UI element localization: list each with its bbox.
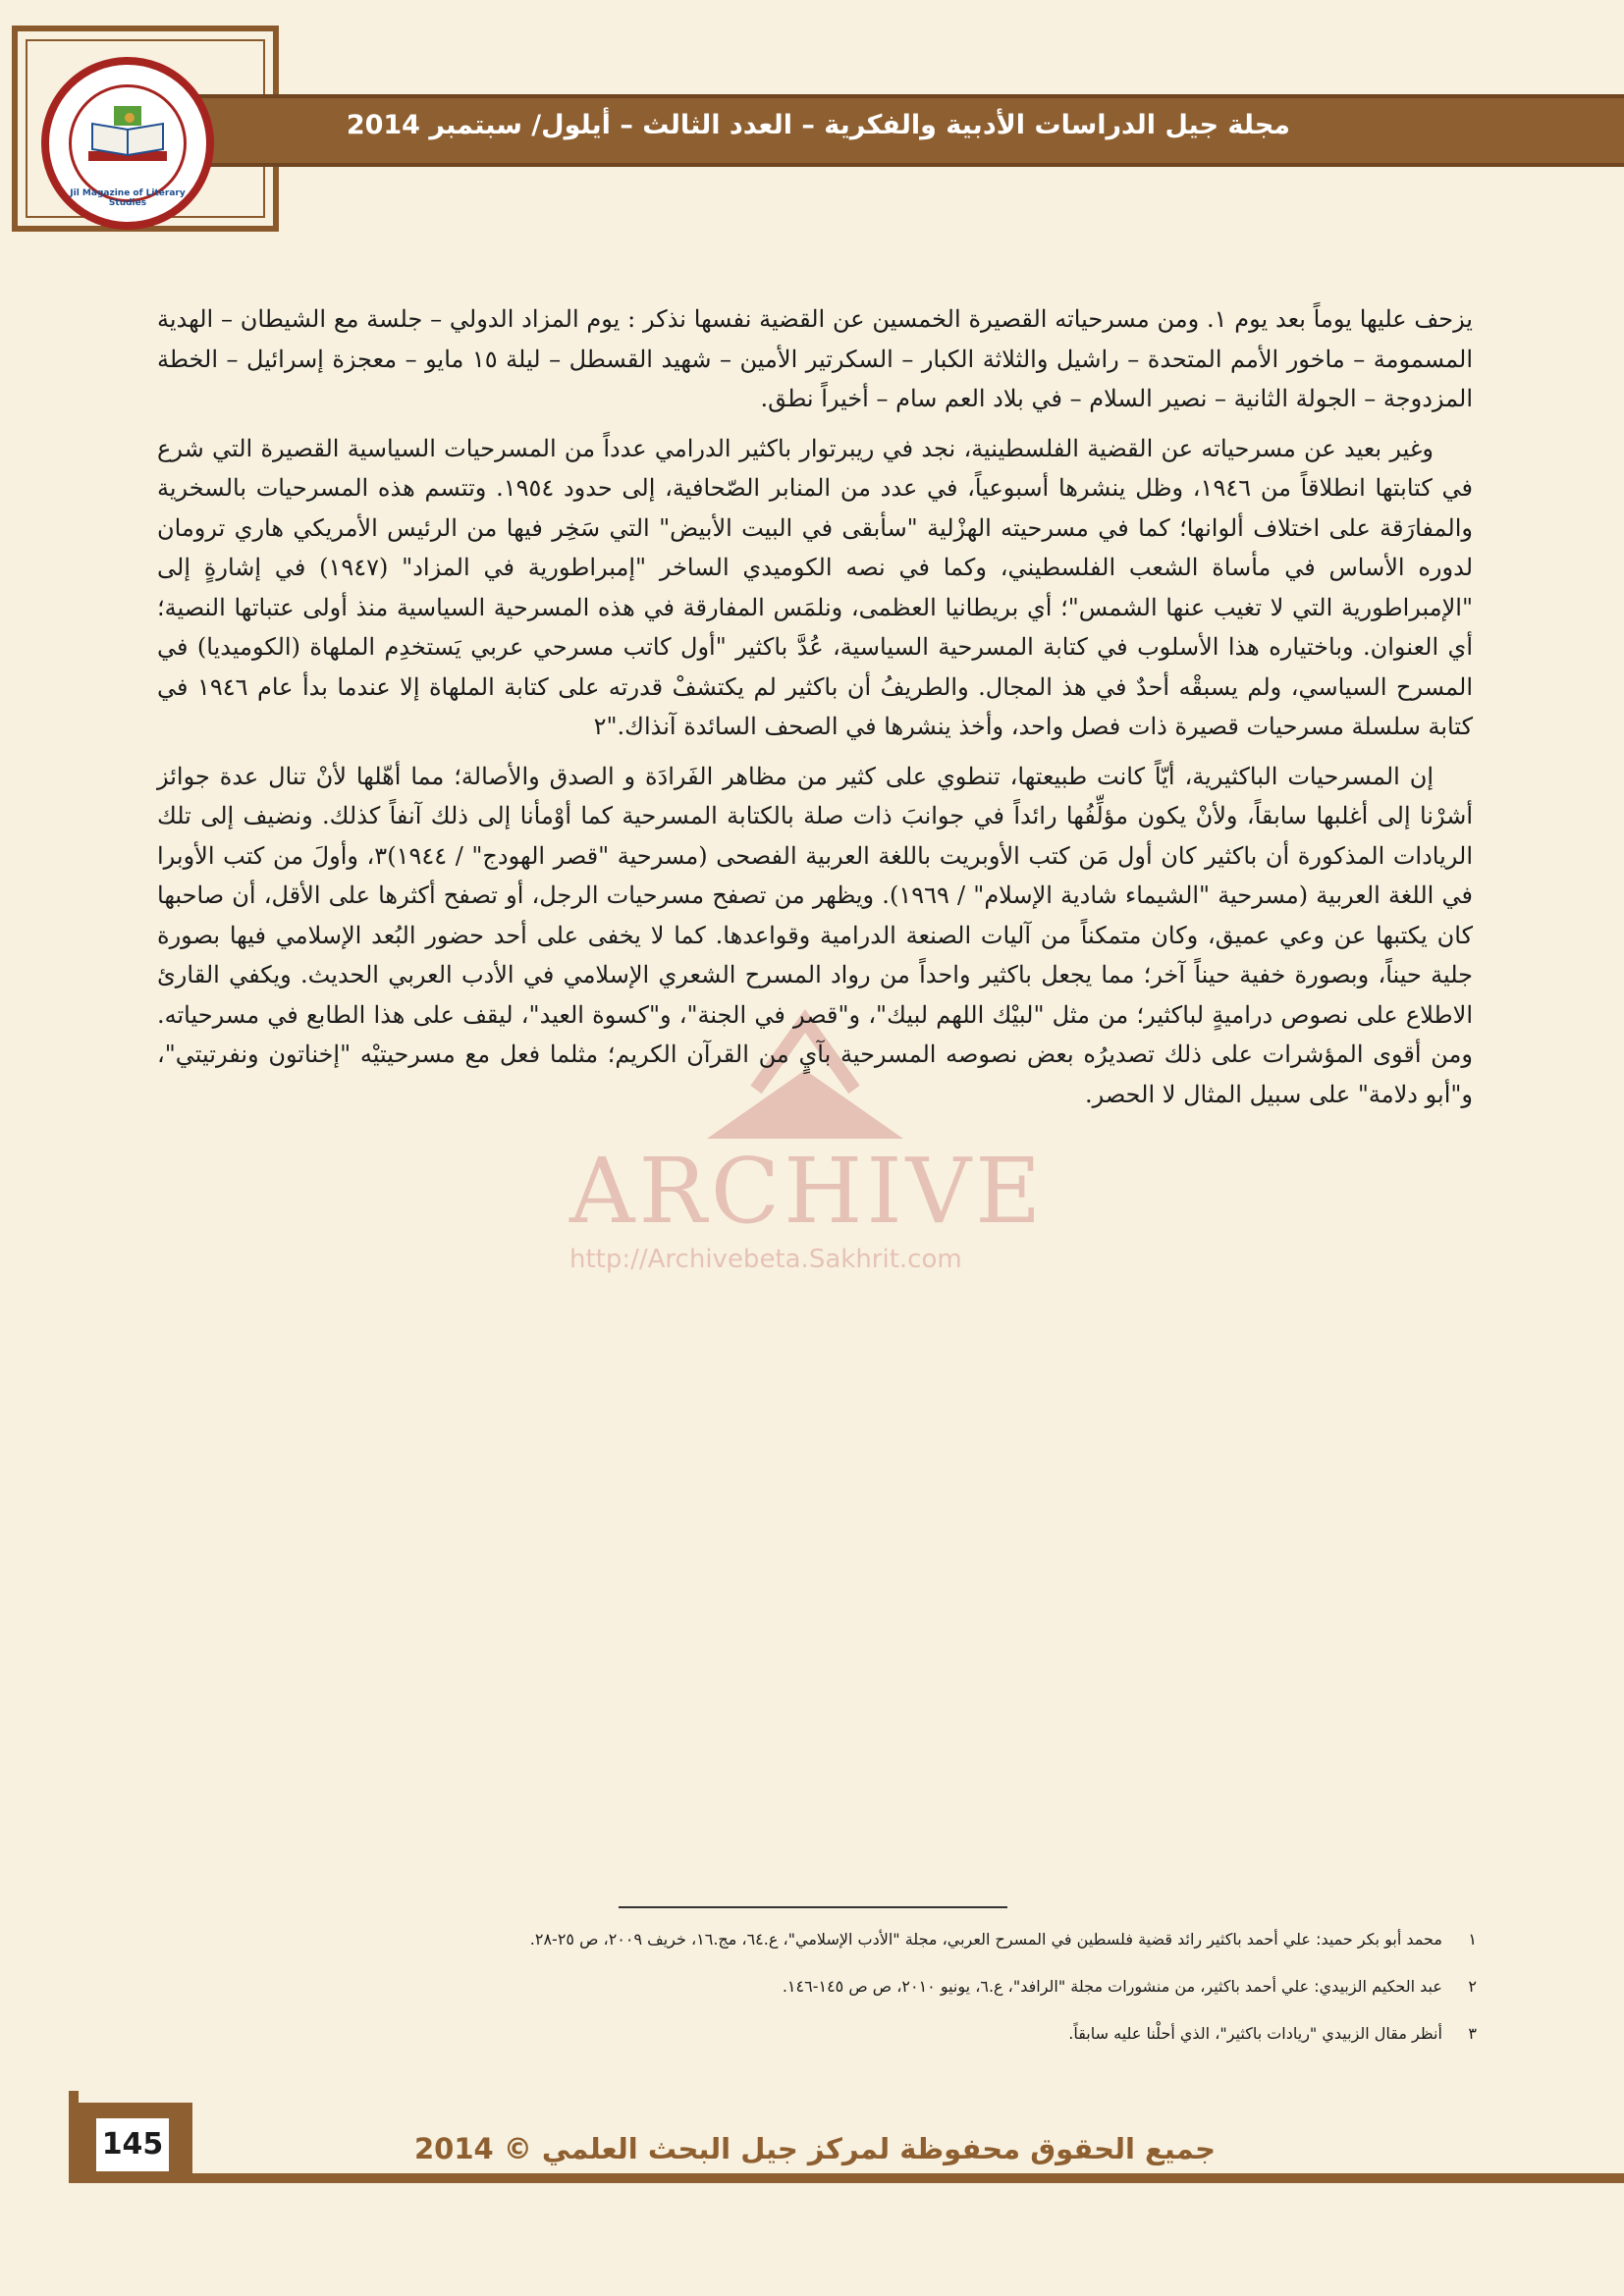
footnotes: [200, 1929, 1477, 2070]
footnote-number: ٣: [1468, 2024, 1477, 2043]
paragraph: يزحف عليها يوماً بعد يوم ١. ومن مسرحياته القصيرة الخمسين عن القضية نفسها نذكر : يوم المزاد الدولي – جلسة مع الشيطان – الهدية المسمومة – ماخور الأمم المتحدة – راشيل والثلاثة الكبار – السكرتير الأمين – شهيد القسطل – ليلة ١٥ مايو – معجزة إسرائيل – الخطة المزدوجة – الجولة الثانية – نصير السلام – في بلاد العم سام – أخيراً نطق.: [157, 305, 1474, 412]
book-icon: [86, 104, 169, 173]
footnote-separator: [619, 1906, 1007, 1908]
footnote-text: عبد الحكيم الزبيدي: علي أحمد باكثير، من منشورات مجلة "الرافد"، ع.٦، يونيو ٢٠١٠، ص ص ١٤٥-١٤٦.: [782, 1977, 1442, 1996]
footer-rule: [69, 2173, 1624, 2183]
paragraph: إن المسرحيات الباكثيرية، أيّاً كانت طبيعتها، تنطوي على كثير من مظاهر الفَرادَة و الصدق والأصالة؛ مما أهّلها لأنْ تنال عدة جوائز أشرْنا إلى أغلبها سابقاً، ولأنْ يكون مؤلِّفُها رائداً في جوانبَ ذات صلة بالكتابة المسرحية كما أوْمأنا إلى ذلك آنفاً كذلك. ونضيف إلى تلك الريادات المذكورة أن باكثير كان أول مَن كتب الأوبريت باللغة العربية الفصحى (مسرحية "قصر الهودج" / ١٩٤٤)٣، وأولَ من كتب الأوبرا في اللغة العربية (مسرحية "الشيماء شادية الإسلام" / ١٩٦٩). ويظهر من تصفح مسرحيات الرجل، أو تصفح أكثرها على الأقل، أن صاحبها كان يكتبها عن وعي عميق، وكان متمكناً من آليات الصنعة الدرامية وقواعدها. كما لا يخفى على أحد حضور البُعد الإسلامي فيها بصورة جلية حيناً، وبصورة خفية حيناً آخر؛ مما يجعل باكثير واحداً من رواد المسرح الشعري الإسلامي في الأدب العربي الحديث. ويكفي القارئ الاطلاع على نصوص دراميةٍ لباكثير؛ من مثل "لبيْك اللهم لبيك"، و"قصر في الجنة"، و"كسوة العيد"، ليقف على هذا الطابع في مسرحياته. ومن أقوى المؤشرات على ذلك تصديرُه بعض نصوصه المسرحية بآيٍ من القرآن الكريم؛ مثلما فعل مع مسرحيتيْه "إخناتون ونفرتيتي"، و"أبو دلامة" على سبيل المثال لا الحصر.: [157, 762, 1473, 1108]
article-body: [157, 299, 1473, 1124]
footnote: [200, 1976, 1477, 1998]
footnote-number: ١: [1468, 1930, 1477, 1949]
footnote-text: أنظر مقال الزبيدي "ريادات باكثير"، الذي أحلْنا عليه سابقاً.: [1068, 2024, 1442, 2043]
footnote: [200, 2023, 1477, 2045]
journal-logo: [41, 57, 214, 230]
copyright-notice: جميع الحقوق محفوظة لمركز جيل البحث العلمي © 2014: [414, 2132, 1216, 2165]
journal-title: مجلة جيل الدراسات الأدبية والفكرية – العدد الثالث – أيلول/ سبتمبر 2014: [346, 110, 1290, 140]
page-number-box: [69, 2103, 192, 2181]
footnote-text: محمد أبو بكر حميد: علي أحمد باكثير رائد قضية فلسطين في المسرح العربي، مجلة "الأدب الإسلامي"، ع.٦٤، مج.١٦، خريف ٢٠٠٩، ص ٢٥-٢٨.: [529, 1930, 1442, 1949]
header-band: [157, 94, 1624, 167]
watermark-url: http://Archivebeta.Sakhrit.com: [569, 1245, 962, 1274]
watermark-text: ARCHIVE: [569, 1139, 1046, 1244]
page-number: 145: [94, 2116, 171, 2173]
logo-caption: Jil Magazine of Literary Studies: [70, 188, 186, 208]
footnote-number: ٢: [1468, 1977, 1477, 1996]
footnote: [200, 1929, 1477, 1950]
paragraph: وغير بعيد عن مسرحياته عن القضية الفلسطينية، نجد في ريبرتوار باكثير الدرامي عدداً من المسرحيات السياسية القصيرة التي شرع في كتابتها انطلاقاً من ١٩٤٦، وظل ينشرها أسبوعياً، في عدد من المنابر الصّحافية، إلى حدود ١٩٥٤. وتتسم هذه المسرحيات بالسخرية والمفارَقة على اختلاف ألوانها؛ كما في مسرحيته الهزْلية "سأبقى في البيت الأبيض" التي سَخِر فيها من الرئيس الأمريكي هاري ترومان لدوره الأساس في مأساة الشعب الفلسطيني، وكما في نصه الكوميدي الساخر "إمبراطورية في المزاد" (١٩٤٧) في إشارةٍ إلى "الإمبراطورية التي لا تغيب عنها الشمس"؛ أي بريطانيا العظمى، ونلمَس المفارقة في هذه المسرحية السياسية منذ أولى عتباتها النصية؛ أي العنوان. وباختياره هذا الأسلوب في كتابة المسرحية السياسية، عُدَّ باكثير "أول كاتب مسرحي عربي يَستخدِم الملهاة (الكوميديا) في المسرح السياسي، ولم يسبقْه أحدٌ في هذ المجال. والطريفُ أن باكثير لم يكتشفْ قدرته على كتابة الملهاة إلا عندما بدأ عام ١٩٤٦ في كتابة سلسلة مسرحيات قصيرة ذات فصل واحد، وأخذ ينشرها في الصحف السائدة آنذاك."٢: [157, 434, 1474, 740]
